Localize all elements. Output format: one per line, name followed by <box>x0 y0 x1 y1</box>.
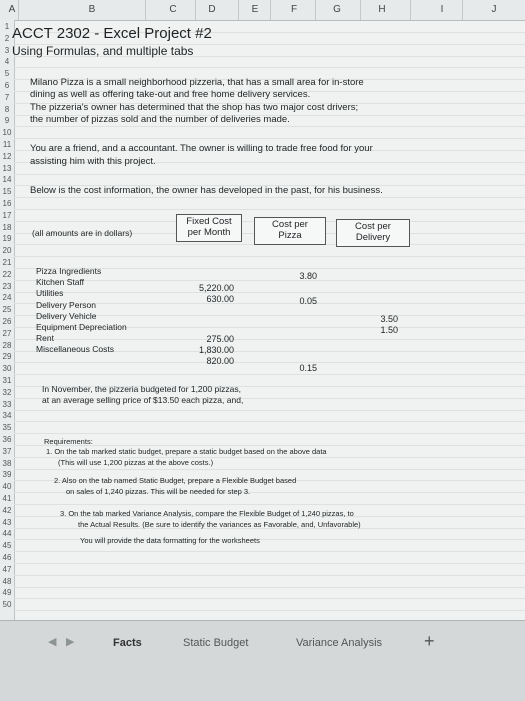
column-d-header[interactable]: D <box>208 4 216 15</box>
row-number[interactable]: 18 <box>2 223 12 232</box>
cost-per-delivery-header[interactable] <box>336 219 410 247</box>
intro-line-4[interactable]: the number of pizzas sold and the number of deliveries made. <box>30 114 290 125</box>
row-number[interactable]: 15 <box>2 187 12 196</box>
pizza-cost-value[interactable]: 0.15 <box>299 363 317 373</box>
row-number[interactable]: 35 <box>2 423 12 432</box>
fixed-cost-header-line-2: per Month <box>187 227 231 238</box>
row-gridline <box>14 587 525 588</box>
row-gridline <box>14 421 525 422</box>
fixed-cost-value[interactable]: 630.00 <box>206 294 234 304</box>
row-gridline <box>14 598 525 599</box>
cost-per-delivery-header-line-1: Cost per <box>355 221 391 232</box>
row-gridline <box>14 504 525 505</box>
row-gridline <box>14 138 525 139</box>
cost-item-label[interactable]: Miscellaneous Costs <box>36 344 114 354</box>
row-number[interactable]: 36 <box>2 435 12 444</box>
fixed-cost-value[interactable]: 5,220.00 <box>198 283 234 293</box>
row-number[interactable]: 34 <box>2 411 12 420</box>
row-number[interactable]: 1 <box>4 22 10 31</box>
row-gridline <box>14 374 525 375</box>
fixed-cost-value[interactable]: 275.00 <box>206 334 234 344</box>
cost-item-label[interactable]: Delivery Vehicle <box>36 311 97 321</box>
tab-static-budget[interactable]: Static Budget <box>183 637 249 649</box>
row-number[interactable]: 27 <box>2 329 12 338</box>
row-number[interactable]: 50 <box>2 600 12 609</box>
add-sheet-icon[interactable]: + <box>424 631 435 651</box>
row-number[interactable]: 47 <box>2 565 12 574</box>
row-gridline <box>14 339 525 340</box>
row-number[interactable]: 48 <box>2 577 12 586</box>
column-b-header[interactable]: B <box>88 4 96 15</box>
column-h-header[interactable]: H <box>378 4 386 15</box>
row-gridline <box>14 280 525 281</box>
row-number[interactable]: 43 <box>2 518 12 527</box>
column-g-header[interactable]: G <box>333 4 341 15</box>
tab-scroll-right-icon[interactable]: ▶ <box>66 636 75 648</box>
row-gridline <box>14 563 525 564</box>
row-gridline <box>14 610 525 611</box>
tab-variance-analysis[interactable]: Variance Analysis <box>296 637 383 649</box>
column-f-header[interactable]: F <box>290 4 298 15</box>
row-number[interactable]: 6 <box>4 81 10 90</box>
row-number[interactable]: 16 <box>2 199 12 208</box>
row-number[interactable]: 46 <box>2 553 12 562</box>
row-number[interactable]: 21 <box>2 258 12 267</box>
cost-item-label[interactable]: Kitchen Staff <box>36 277 85 287</box>
cost-per-pizza-header[interactable] <box>254 217 326 245</box>
budget-line-2[interactable]: at an average selling price of $13.50 each pizza, and, <box>42 395 244 405</box>
row-number[interactable]: 12 <box>2 152 12 161</box>
row-number[interactable]: 5 <box>4 69 10 78</box>
row-number[interactable]: 29 <box>2 352 12 361</box>
row-gridline <box>14 433 525 434</box>
formatting-note[interactable]: You will provide the data formatting for the worksheets <box>80 536 260 545</box>
row-number[interactable]: 37 <box>2 447 12 456</box>
requirements-label[interactable]: Requirements: <box>44 437 93 446</box>
requirement-3[interactable]: 3. On the tab marked Variance Analysis, compare the Flexible Budget of 1,240 pizzas, to <box>60 509 354 518</box>
requirement-3-note[interactable]: the Actual Results. (Be sure to identify the variances as Favorable, and, Unfavorable) <box>78 520 361 529</box>
sheet-tab-bar <box>0 620 525 701</box>
intro-line-1[interactable]: Milano Pizza is a small neighborhood pizzeria, that has a small area for in-store <box>30 77 364 88</box>
row-gridline <box>14 197 525 198</box>
row-number[interactable]: 30 <box>2 364 12 373</box>
row-number[interactable]: 38 <box>2 459 12 468</box>
row-number[interactable]: 2 <box>4 34 10 43</box>
cost-intro[interactable]: Below is the cost information, the owner has developed in the past, for his business. <box>30 185 383 196</box>
row-gridline <box>14 67 525 68</box>
fixed-cost-header-line-1: Fixed Cost <box>186 216 232 227</box>
row-gridline <box>14 126 525 127</box>
budget-line-1[interactable]: In November, the pizzeria budgeted for 1,200 pizzas, <box>42 384 241 394</box>
fixed-cost-value[interactable]: 1,830.00 <box>198 345 234 355</box>
requirement-2-note[interactable]: on sales of 1,240 pizzas. This will be needed for step 3. <box>66 487 251 496</box>
row-number[interactable]: 31 <box>2 376 12 385</box>
row-number[interactable]: 25 <box>2 305 12 314</box>
row-gridline <box>14 362 525 363</box>
row-number[interactable]: 10 <box>2 128 12 137</box>
delivery-cost-value[interactable]: 1.50 <box>380 325 398 335</box>
row-number[interactable]: 7 <box>4 93 10 102</box>
pizza-cost-value[interactable]: 0.05 <box>299 296 317 306</box>
fixed-cost-header[interactable] <box>176 214 242 242</box>
requirement-1-note[interactable]: (This will use 1,200 pizzas at the above costs.) <box>58 458 214 467</box>
row-number[interactable]: 23 <box>2 282 12 291</box>
row-number[interactable]: 49 <box>2 588 12 597</box>
column-c-header[interactable]: C <box>169 4 177 15</box>
row-number[interactable]: 3 <box>4 46 10 55</box>
cost-per-pizza-header-line-2: Pizza <box>278 230 302 241</box>
row-number[interactable]: 24 <box>2 293 12 302</box>
row-number[interactable]: 32 <box>2 388 12 397</box>
column-i-header[interactable]: I <box>440 4 444 15</box>
row-number[interactable]: 11 <box>2 140 12 149</box>
row-number[interactable]: 22 <box>2 270 12 279</box>
row-gridline <box>14 174 525 175</box>
row-gridline <box>14 410 525 411</box>
row-number[interactable]: 45 <box>2 541 12 550</box>
row-number[interactable]: 33 <box>2 400 12 409</box>
row-number[interactable]: 28 <box>2 341 12 350</box>
row-number[interactable]: 19 <box>2 234 12 243</box>
row-number[interactable]: 44 <box>2 529 12 538</box>
row-gridline <box>14 575 525 576</box>
tab-facts[interactable]: Facts <box>113 637 142 649</box>
tab-scroll-left-icon[interactable]: ◀ <box>48 636 57 648</box>
row-number[interactable]: 4 <box>4 57 10 66</box>
delivery-cost-value[interactable]: 3.50 <box>380 314 398 324</box>
column-a-header[interactable]: A <box>8 4 16 15</box>
requirement-2[interactable]: 2. Also on the tab named Static Budget, prepare a Flexible Budget based <box>54 476 297 485</box>
row-number[interactable]: 40 <box>2 482 12 491</box>
cost-item-label[interactable]: Rent <box>36 333 54 343</box>
fixed-cost-value[interactable]: 820.00 <box>206 356 234 366</box>
cost-item-label[interactable]: Utilities <box>36 288 64 298</box>
row-number[interactable]: 17 <box>2 211 12 220</box>
column-j-header[interactable]: J <box>491 4 497 15</box>
row-number[interactable]: 8 <box>4 105 10 114</box>
cost-item-label[interactable]: Equipment Depreciation <box>36 322 127 332</box>
cost-item-label[interactable]: Pizza Ingredients <box>36 266 102 276</box>
cost-per-delivery-header-line-2: Delivery <box>355 232 391 243</box>
row-number[interactable]: 41 <box>2 494 12 503</box>
column-header-bar <box>0 0 525 21</box>
row-number[interactable]: 39 <box>2 470 12 479</box>
row-number[interactable]: 14 <box>2 175 12 184</box>
amounts-note[interactable]: (all amounts are in dollars) <box>32 228 133 238</box>
row-gridline <box>14 292 525 293</box>
page-subtitle[interactable]: Using Formulas, and multiple tabs <box>12 44 194 58</box>
pizza-cost-value[interactable]: 3.80 <box>299 271 317 281</box>
row-gridline <box>14 469 525 470</box>
cost-per-pizza-header-line-1: Cost per <box>272 219 308 230</box>
row-number[interactable]: 9 <box>4 116 10 125</box>
intro-line-3[interactable]: The pizzeria's owner has determined that the shop has two major cost drivers; <box>30 102 359 113</box>
row-number[interactable]: 20 <box>2 246 12 255</box>
page-title[interactable]: ACCT 2302 - Excel Project #2 <box>12 25 212 42</box>
cost-item-label[interactable]: Delivery Person <box>36 300 96 310</box>
intro-line-2[interactable]: dining as well as offering take-out and free home delivery services. <box>30 89 311 100</box>
friend-line-2[interactable]: assisting him with this project. <box>30 156 156 167</box>
row-number[interactable]: 26 <box>2 317 12 326</box>
row-gridline <box>14 209 525 210</box>
row-number[interactable]: 42 <box>2 506 12 515</box>
column-e-header[interactable]: E <box>251 4 259 15</box>
row-number[interactable]: 13 <box>2 164 12 173</box>
friend-line-1[interactable]: You are a friend, and a accountant. The owner is willing to trade free food for your <box>30 143 373 154</box>
row-gridline <box>14 256 525 257</box>
row-gridline <box>14 551 525 552</box>
requirement-1[interactable]: 1. On the tab marked static budget, prepare a static budget based on the above data <box>46 447 327 456</box>
